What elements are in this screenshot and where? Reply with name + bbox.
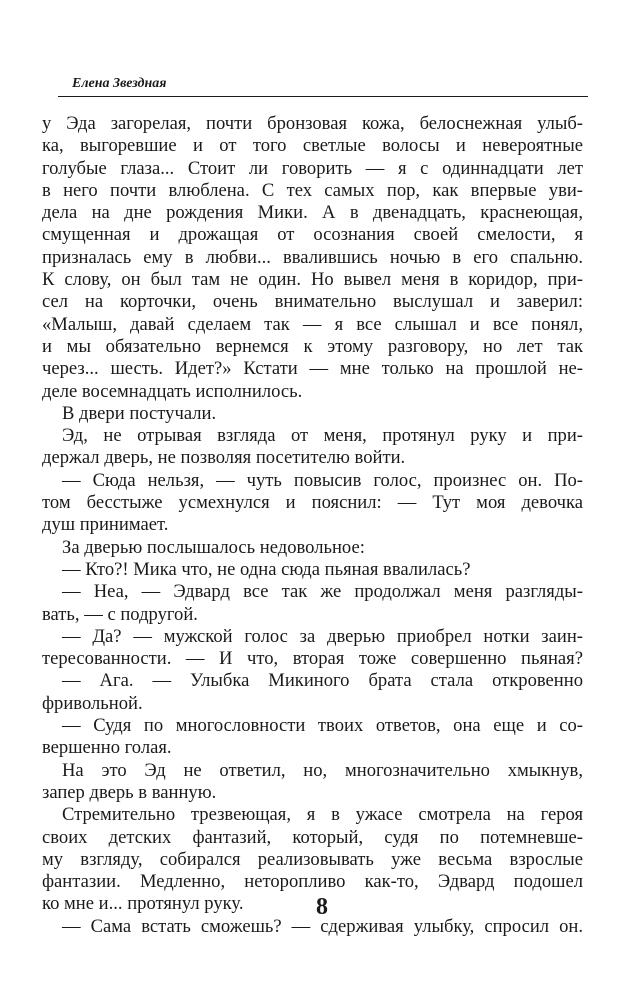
text-line: К слову, он был там не один. Но вывел меня в коридор, при- [42,269,583,291]
text-line: ко мне и... протянул руку. [42,893,244,915]
text-line: деле восемнадцать исполнилось. [42,380,303,402]
text-line: — Судя по многословности твоих ответов, она еще и со- [62,715,583,737]
text-line: голубые глаза... Стоит ли говорить — я с одиннадцати лет [42,157,583,179]
page-number: 8 [316,894,328,920]
text-line: — Ага. — Улыбка Микиного брата стала откровенно [62,670,583,692]
text-line: держал дверь, не позволяя посетителю войти. [42,447,406,469]
text-line: фривольной. [42,692,143,714]
text-line: в него почти влюблена. С тех самых пор, как впервые уви- [42,179,583,201]
text-line: дела на дне рождения Мики. А в двенадцать, краснеющая, [42,202,583,224]
text-line: фантазии. Медленно, неторопливо как-то, Эдвард подошел [42,871,583,893]
text-line: «Малыш, давай сделаем так — я все слышал и все понял, [42,313,583,335]
text-line: у Эда загорелая, почти бронзовая кожа, белоснежная улыб- [42,113,583,134]
text-line: сел на корточки, очень внимательно выслушал и заверил: [42,291,583,313]
text-line: смущенная и дрожащая от осознания своей смелости, я [42,224,583,246]
text-line: Эд, не отрывая взгляда от меня, протянул руку и при- [62,425,583,447]
text-line: — Да? — мужской голос за дверью приобрел нотки заин- [62,625,583,647]
text-line: За дверью послышалось недовольное: [62,536,365,558]
text-line: том бесстыже усмехнулся и пояснил: — Тут моя девочка [42,492,583,514]
body-text [42,113,583,938]
text-line: В двери постучали. [62,402,217,424]
text-line: призналась ему в любви... ввалившись ночью в его спальню. [42,246,583,268]
text-line: — Кто?! Мика что, не одна сюда пьяная ввалилась? [62,558,471,580]
author-name: Елена Звездная [72,76,167,91]
text-line: вать, — с подругой. [42,603,198,625]
text-line: ка, выгоревшие и от того светлые волосы и невероятные [42,135,583,157]
text-line: тересованности. — И что, вторая тоже совершенно пьяная? [42,648,583,670]
text-line: На это Эд не ответил, но, многозначительно хмыкнув, [62,759,583,781]
running-header [58,76,588,97]
text-line: и мы обязательно вернемся к этому разговору, но лет так [42,335,583,357]
text-line: му взгляду, собирался реализовывать уже весьма взрослые [42,848,583,870]
text-line: — Сюда нельзя, — чуть повысив голос, произнес он. По- [62,469,583,491]
text-line: — Сама встать сможешь? — сдерживая улыбку, спросил он. [62,915,583,937]
text-line: своих детских фантазий, который, судя по потемневше- [42,826,583,848]
text-line: Стремительно трезвеющая, я в ужасе смотрела на героя [62,804,583,826]
text-line: душ принимает. [42,514,169,536]
text-line: запер дверь в ванную. [42,781,217,803]
text-line: вершенно голая. [42,737,172,759]
text-line: через... шесть. Идет?» Кстати — мне только на прошлой не- [42,358,583,380]
text-line: — Неа, — Эдвард все так же продолжал меня разгляды- [62,581,583,603]
